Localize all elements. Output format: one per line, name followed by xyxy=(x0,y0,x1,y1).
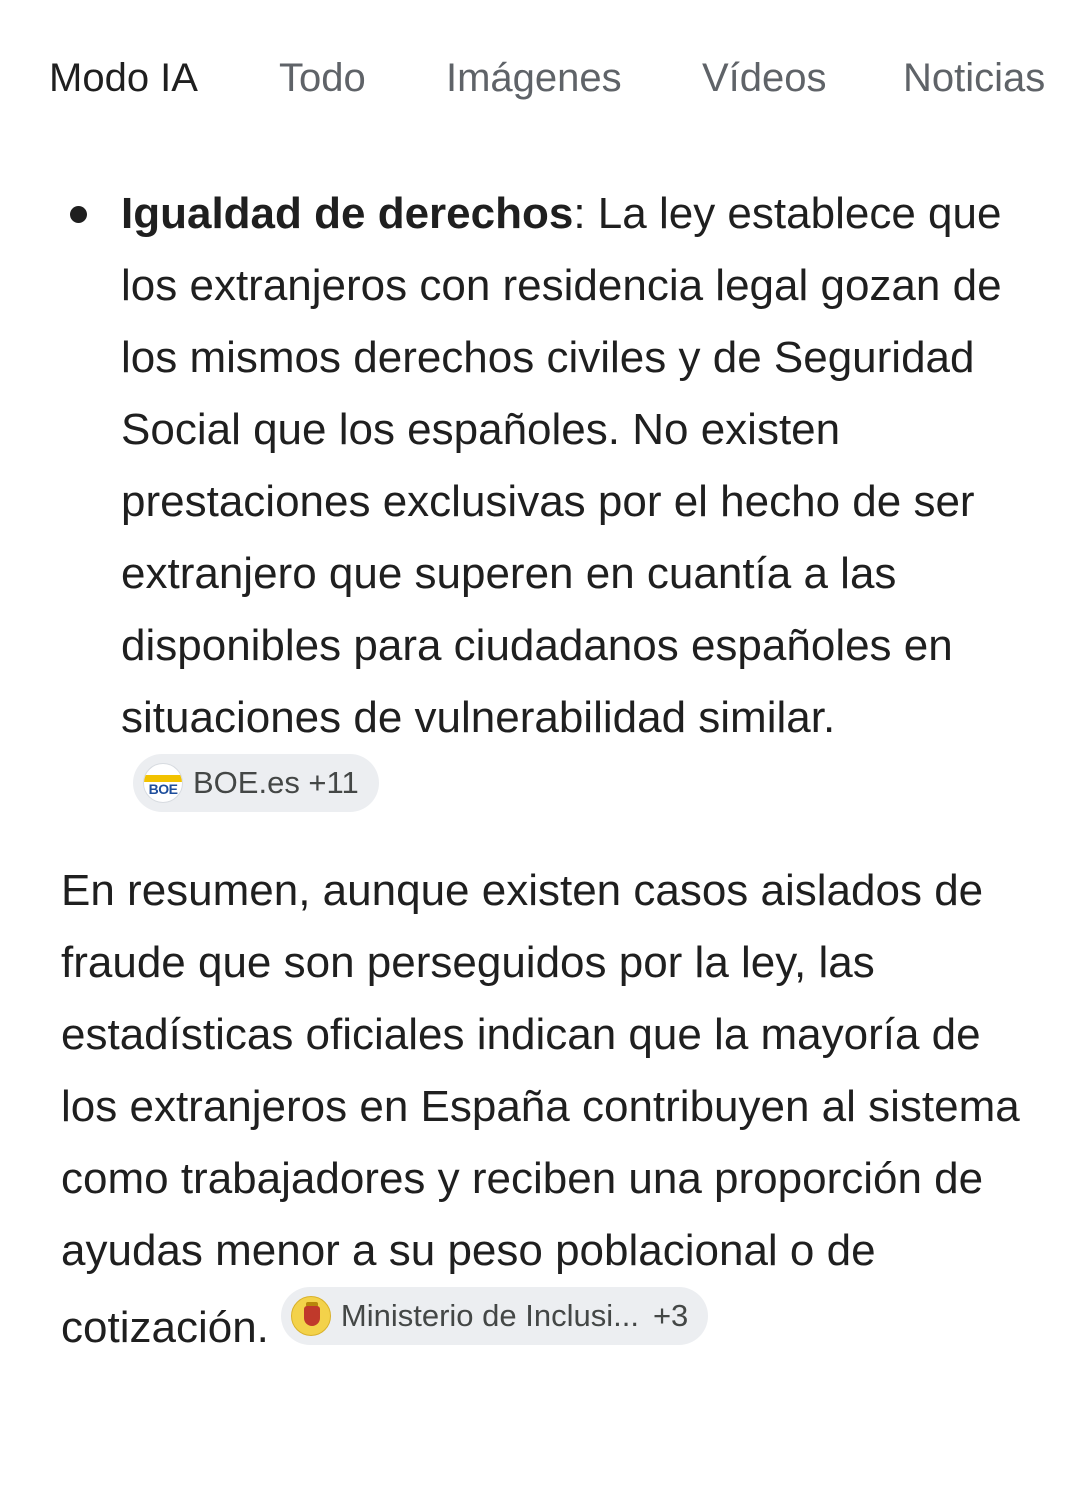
tab-modo-ia[interactable]: Modo IA xyxy=(49,56,198,100)
bullet-icon xyxy=(70,206,87,223)
source-chip-ministerio[interactable] xyxy=(281,1287,708,1345)
source-chip-label: BOE.es +11 xyxy=(193,765,359,800)
spain-coat-of-arms-icon xyxy=(291,1296,331,1336)
list-item xyxy=(0,178,1080,831)
tab-todo[interactable]: Todo xyxy=(279,56,366,100)
summary-text: En resumen, aunque existen casos aislados de fraude que son perseguidos por la ley, las estadísticas oficiales indican que la mayoría de los extranjeros en España contribuyen al sistema como trabajadores y reciben una proporción de ayudas menor a su peso poblacional o de cotización. xyxy=(61,866,1020,1352)
bullet-text: : La ley establece que los extranjeros con residencia legal gozan de los mismos derechos civiles y de Seguridad Social que los españoles. No existen prestaciones exclusivas por el hecho de ser extranjero que superen en cuantía a las disponibles para ciudadanos españoles en situaciones de vulnerabilidad similar. xyxy=(121,189,1002,742)
tab-noticias[interactable]: Noticias xyxy=(903,56,1046,100)
search-mode-tabs xyxy=(0,0,1080,150)
tab-videos[interactable]: Vídeos xyxy=(702,56,827,100)
source-chip-boe[interactable] xyxy=(133,754,379,812)
source-chip-count: +3 xyxy=(652,1298,689,1333)
tab-imagenes[interactable]: Imágenes xyxy=(446,56,622,100)
source-chip-label: Ministerio de Inclusi... xyxy=(340,1298,639,1333)
bullet-heading: Igualdad de derechos xyxy=(121,189,574,238)
summary-paragraph xyxy=(0,855,1080,1364)
ai-answer xyxy=(0,178,1080,1364)
boe-logo-icon: BOE xyxy=(143,763,183,803)
